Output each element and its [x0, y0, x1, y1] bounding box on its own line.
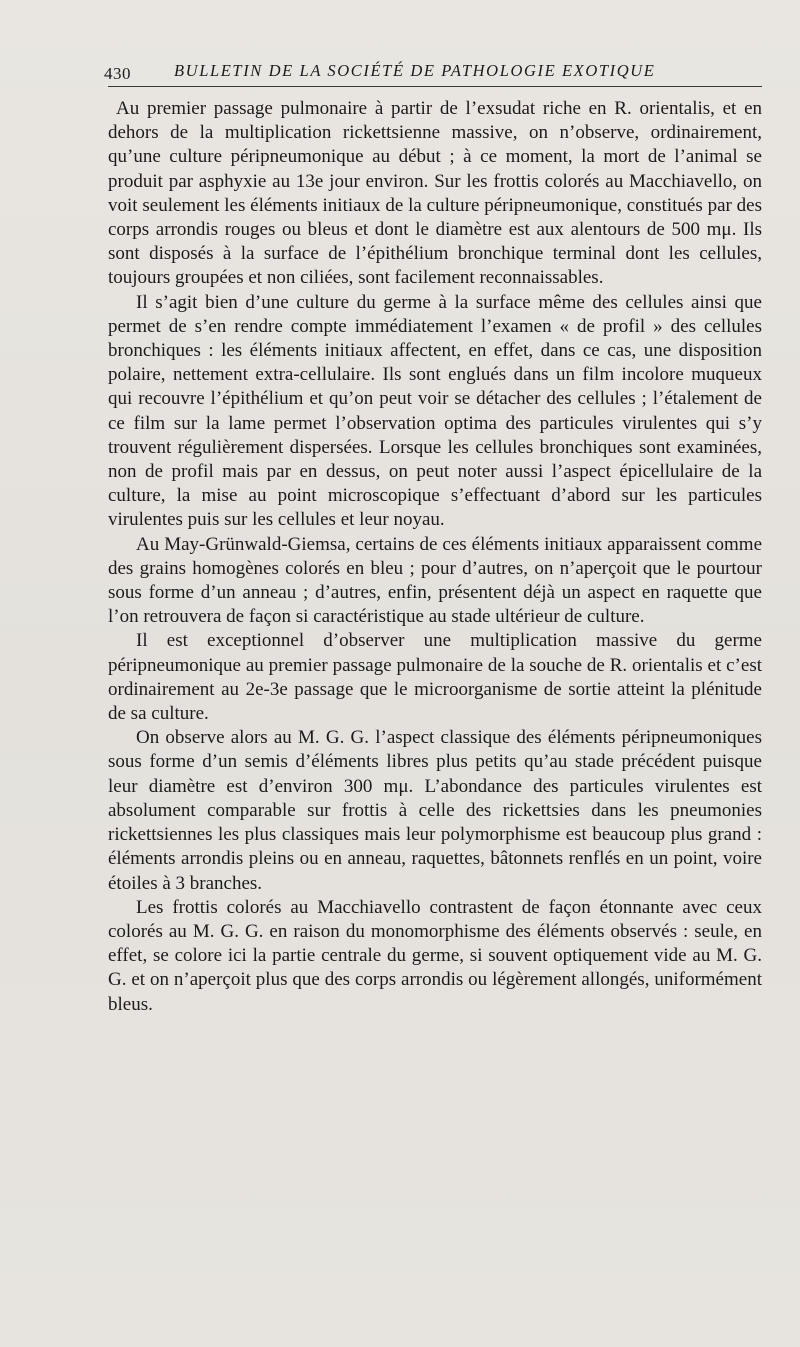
journal-title: BULLETIN DE LA SOCIÉTÉ DE PATHOLOGIE EXOTIQUE — [174, 61, 656, 80]
paragraph-6: Les frottis colorés au Macchiavello contrastent de façon étonnante avec ceux colorés au M. G. G. en raison du monomorphisme des éléments observés : seule, en effet, se colore ici la partie centrale du germe, si souvent optiquement vide au M. G. G. et on n’aperçoit plus que des corps arrondis ou légèrement allongés, uniformément bleus. — [108, 896, 762, 1015]
paragraph-4: Il est exceptionnel d’observer une multiplication massive du germe péripneumonique au premier passage pulmonaire de la souche de R. orientalis et c’est ordinairement au 2e-3e passage que le microorganisme de sortie atteint la plénitude de sa culture. — [108, 630, 762, 725]
paragraph-3: Au May-Grünwald-Giemsa, certains de ces éléments initiaux apparaissent comme des grains homogènes colorés en bleu ; pour d’autres, on n’aperçoit que le pourtour sous forme d’un anneau ; d’autres, enfin, présentent déjà un aspect en raquette que l’on retrouvera de façon si caractéristique au stade ultérieur de culture. — [108, 533, 762, 628]
page-number: 430 — [104, 64, 131, 83]
paragraph-1: Au premier passage pulmonaire à partir de l’exsudat riche en R. orientalis, et en dehors de la multiplication rickettsienne massive, on n’observe, ordinairement, qu’une culture péripneumonique au début ; à ce moment, la mort de l’animal se produit par asphyxie au 13e jour environ. Sur les frottis colorés au Macchiavello, on voit seulement les éléments initiaux de la culture péripneumonique, constitués par des corps arrondis rouges ou bleus et dont le diamètre est aux alentours de 500 mμ. Ils sont disposés à la surface de l’épithélium bronchique terminal dont les cellules, toujours groupées et non ciliées, sont facilement reconnaissables. — [108, 98, 762, 289]
paragraph-5: On observe alors au M. G. G. l’aspect classique des éléments péripneumoniques sous forme d’un semis d’éléments libres plus petits qu’au stade précédent puisque leur diamètre est d’environ 300 mμ. L’abondance des particules virulentes est absolument comparable sur frottis à celle des rickettsies dans les pneumonies rickettsiennes les plus classiques mais leur polymorphisme est beaucoup plus grand : éléments arrondis pleins ou en anneau, raquettes, bâtonnets renflés en un point, voire étoiles à 3 branches. — [108, 727, 762, 894]
body-text — [108, 97, 762, 1017]
paragraph-2: Il s’agit bien d’une culture du germe à la surface même des cellules ainsi que permet de s’en rendre compte immédiatement l’examen « de profil » des cellules bronchiques : les éléments initiaux affectent, en effet, dans ce cas, une disposition polaire, nettement extra-cellulaire. Ils sont englués dans un film incolore muqueux qui recouvre l’épithélium et qu’on peut voir se détacher des cellules ; l’étalement de ce film sur la lame permet l’observation optima des particules virulentes qui s’y trouvent régulièrement dispersées. Lorsque les cellules bronchiques sont examinées, non de profil mais par en dessus, on peut noter aussi l’aspect épicellulaire de la culture, la mise au point microscopique s’effectuant d’abord sur les particules virulentes puis sur les cellules et leur noyau. — [108, 291, 762, 531]
running-header — [104, 56, 762, 87]
